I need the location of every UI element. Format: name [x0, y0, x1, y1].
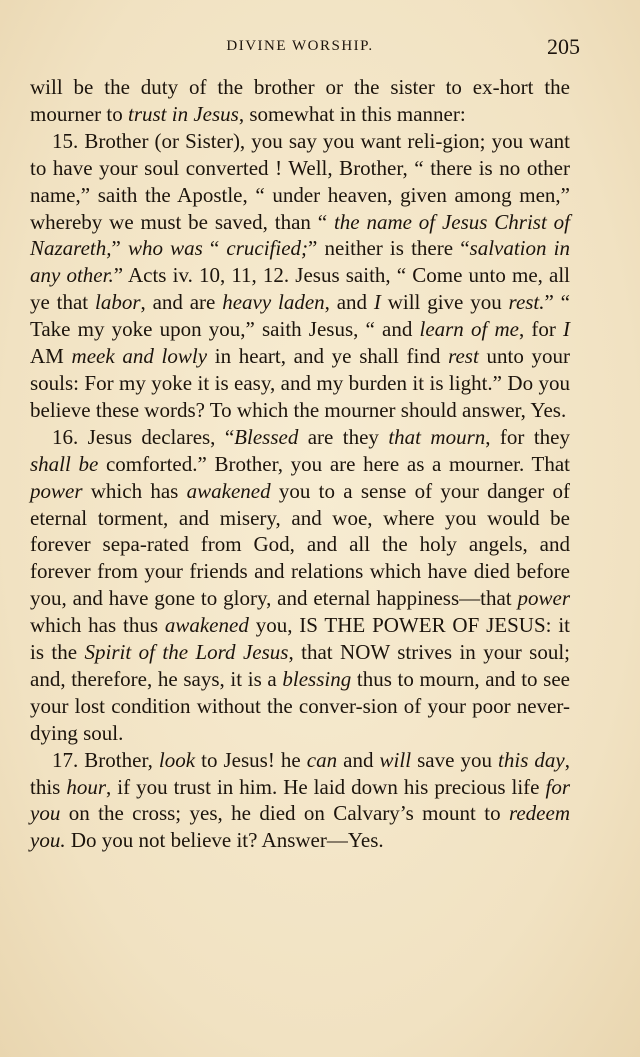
text-span: ” [111, 236, 128, 261]
text-span: , that NOW strives in your soul; and, therefore, he says, it is a [30, 640, 570, 691]
text-span: , this [30, 747, 570, 799]
italic-span: redeem you. [30, 801, 570, 853]
paragraph [30, 747, 570, 855]
text-span: , and [324, 290, 374, 315]
italic-span: heavy laden [222, 290, 325, 315]
text-span: unto your souls: For my yoke it is easy, and my burden it is light.” Do you believe these words? To which the mourner should answer, Yes. [30, 344, 571, 422]
italic-span: hour [66, 774, 107, 799]
italic-span: rest. [508, 290, 545, 315]
italic-span: shall be [30, 451, 99, 476]
italic-span: can [306, 747, 338, 772]
running-head: DIVINE WORSHIP. [226, 38, 374, 54]
italic-span: Spirit of the Lord Jesus [84, 640, 289, 665]
text-span: comforted.” Brother, you are here as a mourner. That [98, 451, 570, 476]
italic-span: the name of Jesus Christ of Nazareth, [30, 209, 570, 261]
text-span: 15. Brother (or Sister), you say you want reli-gion; you want to have your soul converted ! Well, Brother, “ there is no other name,” saith the Apostle, “ under heaven, given among men,” whereby we must be saved, than “ [30, 128, 570, 234]
italic-span: blessing [282, 666, 352, 691]
italic-span: power [517, 586, 570, 611]
paragraph [30, 128, 570, 424]
text-span: to Jesus! he [195, 747, 307, 772]
text-span: “ [202, 236, 227, 261]
italic-span: labor [94, 290, 141, 315]
text-span: will be the duty of the brother or the sister to ex-hort the mourner to [30, 75, 570, 126]
text-span: on the cross; yes, he died on Calvary’s mount to [60, 801, 509, 826]
text-span: thus to mourn, and to see your lost condition without the conver-sion of your poor never-dying soul. [30, 666, 570, 745]
italic-span: this day [498, 747, 565, 772]
text-span: in heart, and ye shall find [207, 344, 449, 369]
text-span: , if you trust in him. He laid down his precious life [106, 774, 546, 799]
text-span: 17. Brother, [52, 747, 159, 772]
italic-span: I [373, 290, 381, 315]
italic-span: power [30, 478, 83, 503]
text-span: AM [30, 344, 72, 369]
text-span: and [337, 747, 380, 772]
page-number: 205 [547, 34, 580, 59]
italic-span: salvation in any other. [30, 236, 570, 288]
italic-span: look [158, 747, 196, 772]
text-span: , for they [485, 424, 570, 449]
text-span: which has thus [30, 613, 165, 638]
text-span: save you [411, 747, 499, 772]
italic-span: for you [30, 774, 570, 826]
italic-span: trust in Jesus [127, 101, 239, 126]
text-span: Do you not believe it? Answer—Yes. [65, 828, 384, 853]
text-span: are they [298, 424, 389, 449]
paragraph [30, 74, 570, 128]
text-span: which has [82, 478, 187, 503]
italic-span: I [562, 317, 570, 342]
italic-span: awakened [164, 613, 249, 638]
text-span: ” “ Take my yoke upon you,” saith Jesus, “ and [30, 290, 571, 342]
text-span: , somewhat in this manner: [238, 101, 466, 126]
italic-span: awakened [186, 478, 271, 503]
italic-span: will [379, 747, 412, 772]
text-span: , for [518, 317, 563, 342]
paragraph [30, 424, 570, 747]
text-span: ” neither is there “ [308, 236, 470, 261]
italic-span: that mourn [388, 424, 486, 449]
italic-span: meek and lowly [71, 344, 208, 369]
body-text [30, 74, 570, 854]
italic-span: Blessed [234, 424, 299, 449]
italic-span: crucified; [226, 236, 309, 261]
page-header [30, 34, 580, 74]
text-span: , and are [140, 290, 223, 315]
italic-span: rest [448, 344, 479, 369]
italic-span: learn of me [419, 317, 519, 342]
text-span: 16. Jesus declares, “ [52, 424, 235, 449]
text-span: ” Acts iv. 10, 11, 12. Jesus saith, “ Come unto me, all ye that [30, 263, 570, 315]
text-span: you, IS THE POWER OF JESUS: it is the [30, 613, 570, 665]
text-span: you to a sense of your danger of eternal torment, and misery, and woe, where you would be forever sepa-rated from God, and all the holy angels, and forever from your friends and relations which have died before you, and have gone to glory, and eternal happiness—that [30, 478, 570, 611]
italic-span: who was [127, 236, 203, 261]
text-span: will give you [380, 290, 509, 315]
